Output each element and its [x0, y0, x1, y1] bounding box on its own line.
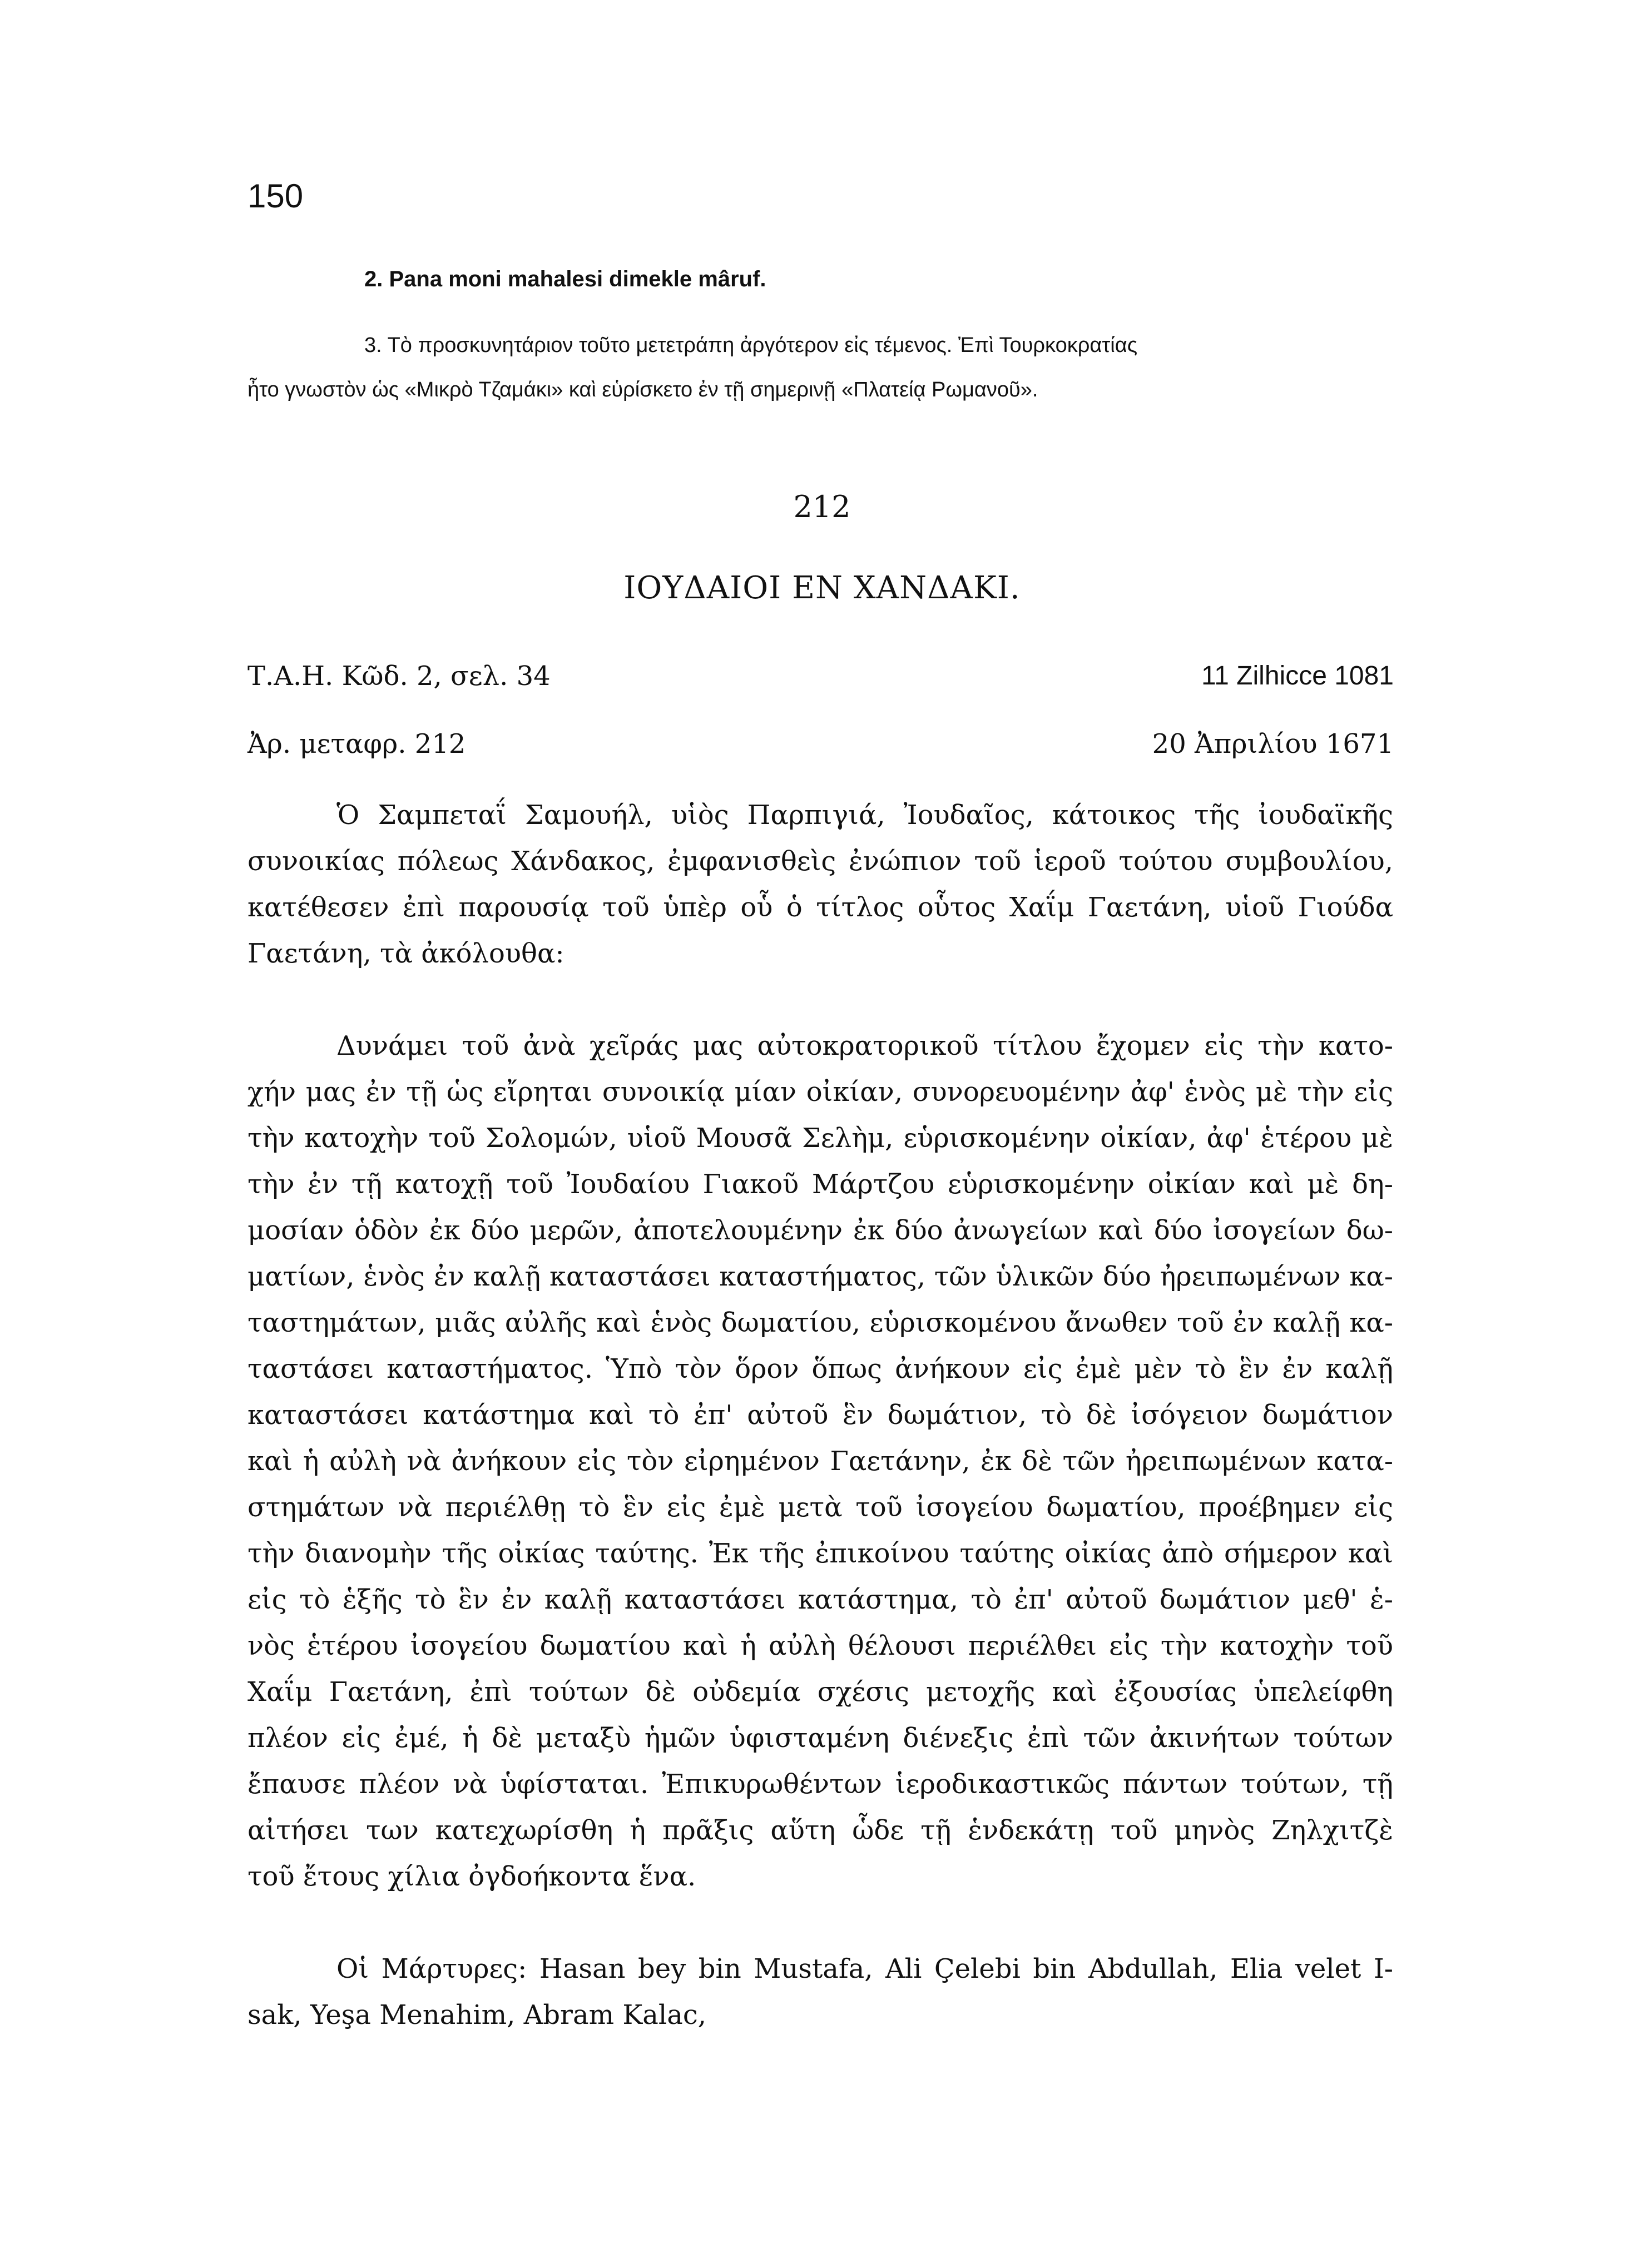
- intro-line: συνοικίας πόλεως Χάνδακος, ἐμφανισθεὶς ἐνώπιον τοῦ ἱεροῦ τούτου συμβουλίου,: [247, 846, 1393, 877]
- intro-paragraph: [247, 792, 1393, 977]
- main-line: ματίων, ἑνὸς ἐν καλῇ καταστάσει καταστήματος, τῶν ὑλικῶν δύο ἠρειπωμένων κα-: [247, 1261, 1393, 1292]
- main-line: τὴν ἐν τῇ κατοχῇ τοῦ Ἰουδαίου Γιακοῦ Μάρτζου εὑρισκομένην οἰκίαν καὶ μὲ δη-: [247, 1169, 1393, 1200]
- page-number: 150: [247, 177, 304, 215]
- main-line: ταστημάτων, μιᾶς αὐλῆς καὶ ἑνὸς δωματίου, εὑρισκομένου ἄνωθεν τοῦ ἐν καλῇ κα-: [247, 1307, 1393, 1338]
- main-line: τοῦ ἔτους χίλια ὀγδοήκοντα ἕνα.: [247, 1861, 696, 1892]
- main-line: ἔπαυσε πλέον νὰ ὑφίσταται. Ἐπικυρωθέντων ἱεροδικαστικῶς πάντων τούτων, τῇ: [247, 1769, 1393, 1800]
- main-line: χήν μας ἐν τῇ ὡς εἴρηται συνοικίᾳ μίαν οἰκίαν, συνορευομένην ἀφ' ἑνὸς μὲ τὴν εἰς: [247, 1076, 1393, 1108]
- witnesses-paragraph: [247, 1946, 1393, 2038]
- main-line: στημάτων νὰ περιέλθῃ τὸ ἓν εἰς ἐμὲ μετὰ τοῦ ἰσογείου δωματίου, προέβημεν εἰς: [247, 1492, 1393, 1523]
- footnote-3-line-2: ἦτο γνωστὸν ὡς «Μικρὸ Τζαμάκι» καὶ εὑρίσκετο ἐν τῇ σημερινῇ «Πλατείᾳ Ρωμανοῦ».: [247, 378, 1038, 401]
- main-line: τὴν διανομὴν τῆς οἰκίας ταύτης. Ἐκ τῆς ἐπικοίνου ταύτης οἰκίας ἀπὸ σήμερον καὶ: [247, 1538, 1393, 1569]
- intro-line: κατέθεσεν ἐπὶ παρουσίᾳ τοῦ ὑπὲρ οὗ ὁ τίτλος οὗτος Χαΐμ Γαετάνη, υἱοῦ Γιούδα: [247, 892, 1393, 923]
- source-reference: Τ.Α.Η. Κῶδ. 2, σελ. 34: [247, 661, 551, 692]
- document-title: ΙΟΥΔΑΙΟΙ ΕΝ ΧΑΝΔΑΚΙ.: [623, 570, 1021, 606]
- main-line: αἰτήσει των κατεχωρίσθη ἡ πρᾶξις αὕτη ὧδε τῇ ἑνδεκάτῃ τοῦ μηνὸς Ζηλχιτζὲ: [247, 1815, 1393, 1846]
- main-line: Χαΐμ Γαετάνη, ἐπὶ τούτων δὲ οὐδεμία σχέσις μετοχῆς καὶ ἐξουσίας ὑπελείφθη: [247, 1676, 1393, 1708]
- witness-line: sak, Yeşa Menahim, Abram Kalac,: [247, 1999, 706, 2031]
- gregorian-date: 20 Ἀπριλίου 1671: [1152, 728, 1394, 760]
- footnote-3-line-1: 3. Τὸ προσκυνητάριον τοῦτο μετετράπη ἀργότερον εἰς τέμενος. Ἐπὶ Τουρκοκρατίας: [364, 334, 1138, 357]
- witness-line: Οἱ Μάρτυρες: Hasan bey bin Mustafa, Ali Çelebi bin Abdullah, Elia velet I-: [336, 1953, 1393, 1984]
- main-line: εἰς τὸ ἑξῆς τὸ ἓν ἐν καλῇ καταστάσει κατάστημα, τὸ ἐπ' αὐτοῦ δωμάτιον μεθ' ἑ-: [247, 1584, 1393, 1615]
- main-line: μοσίαν ὁδὸν ἐκ δύο μερῶν, ἀποτελουμένην ἐκ δύο ἀνωγείων καὶ δύο ἰσογείων δω-: [247, 1215, 1393, 1246]
- main-line: καὶ ἡ αὐλὴ νὰ ἀνήκουν εἰς τὸν εἰρημένον Γαετάνην, ἐκ δὲ τῶν ἠρειπωμένων κατα-: [247, 1446, 1393, 1477]
- main-line: νὸς ἑτέρου ἰσογείου δωματίου καὶ ἡ αὐλὴ θέλουσι περιέλθει εἰς τὴν κατοχὴν τοῦ: [247, 1630, 1393, 1661]
- translation-number: Ἀρ. μεταφρ. 212: [247, 728, 466, 760]
- main-line: πλέον εἰς ἐμέ, ἡ δὲ μεταξὺ ἡμῶν ὑφισταμένη διένεξις ἐπὶ τῶν ἀκινήτων τούτων: [247, 1723, 1393, 1754]
- main-line: ταστάσει καταστήματος. Ὑπὸ τὸν ὅρον ὅπως ἀνήκουν εἰς ἐμὲ μὲν τὸ ἓν ἐν καλῇ: [247, 1353, 1393, 1384]
- intro-line: Ὁ Σαμπεταΐ Σαμουήλ, υἱὸς Παρπιγιά, Ἰουδαῖος, κάτοικος τῆς ἰουδαϊκῆς: [336, 800, 1393, 831]
- main-line: τὴν κατοχὴν τοῦ Σολομών, υἱοῦ Μουσᾶ Σελὴμ, εὑρισκομένην οἰκίαν, ἀφ' ἑτέρου μὲ: [247, 1123, 1393, 1154]
- main-line: καταστάσει κατάστημα καὶ τὸ ἐπ' αὐτοῦ ἓν δωμάτιον, τὸ δὲ ἰσόγειον δωμάτιον: [247, 1399, 1393, 1431]
- footnote-2: 2. Pana moni mahalesi dimekle mâruf.: [364, 267, 766, 291]
- main-paragraph: [247, 1023, 1393, 1900]
- hijri-date: 11 Zilhicce 1081: [1201, 661, 1394, 691]
- main-line: Δυνάμει τοῦ ἀνὰ χεῖράς μας αὐτοκρατορικοῦ τίτλου ἔχομεν εἰς τὴν κατο-: [336, 1030, 1393, 1061]
- intro-line: Γαετάνη, τὰ ἀκόλουθα:: [247, 938, 564, 969]
- document-number: 212: [793, 489, 851, 524]
